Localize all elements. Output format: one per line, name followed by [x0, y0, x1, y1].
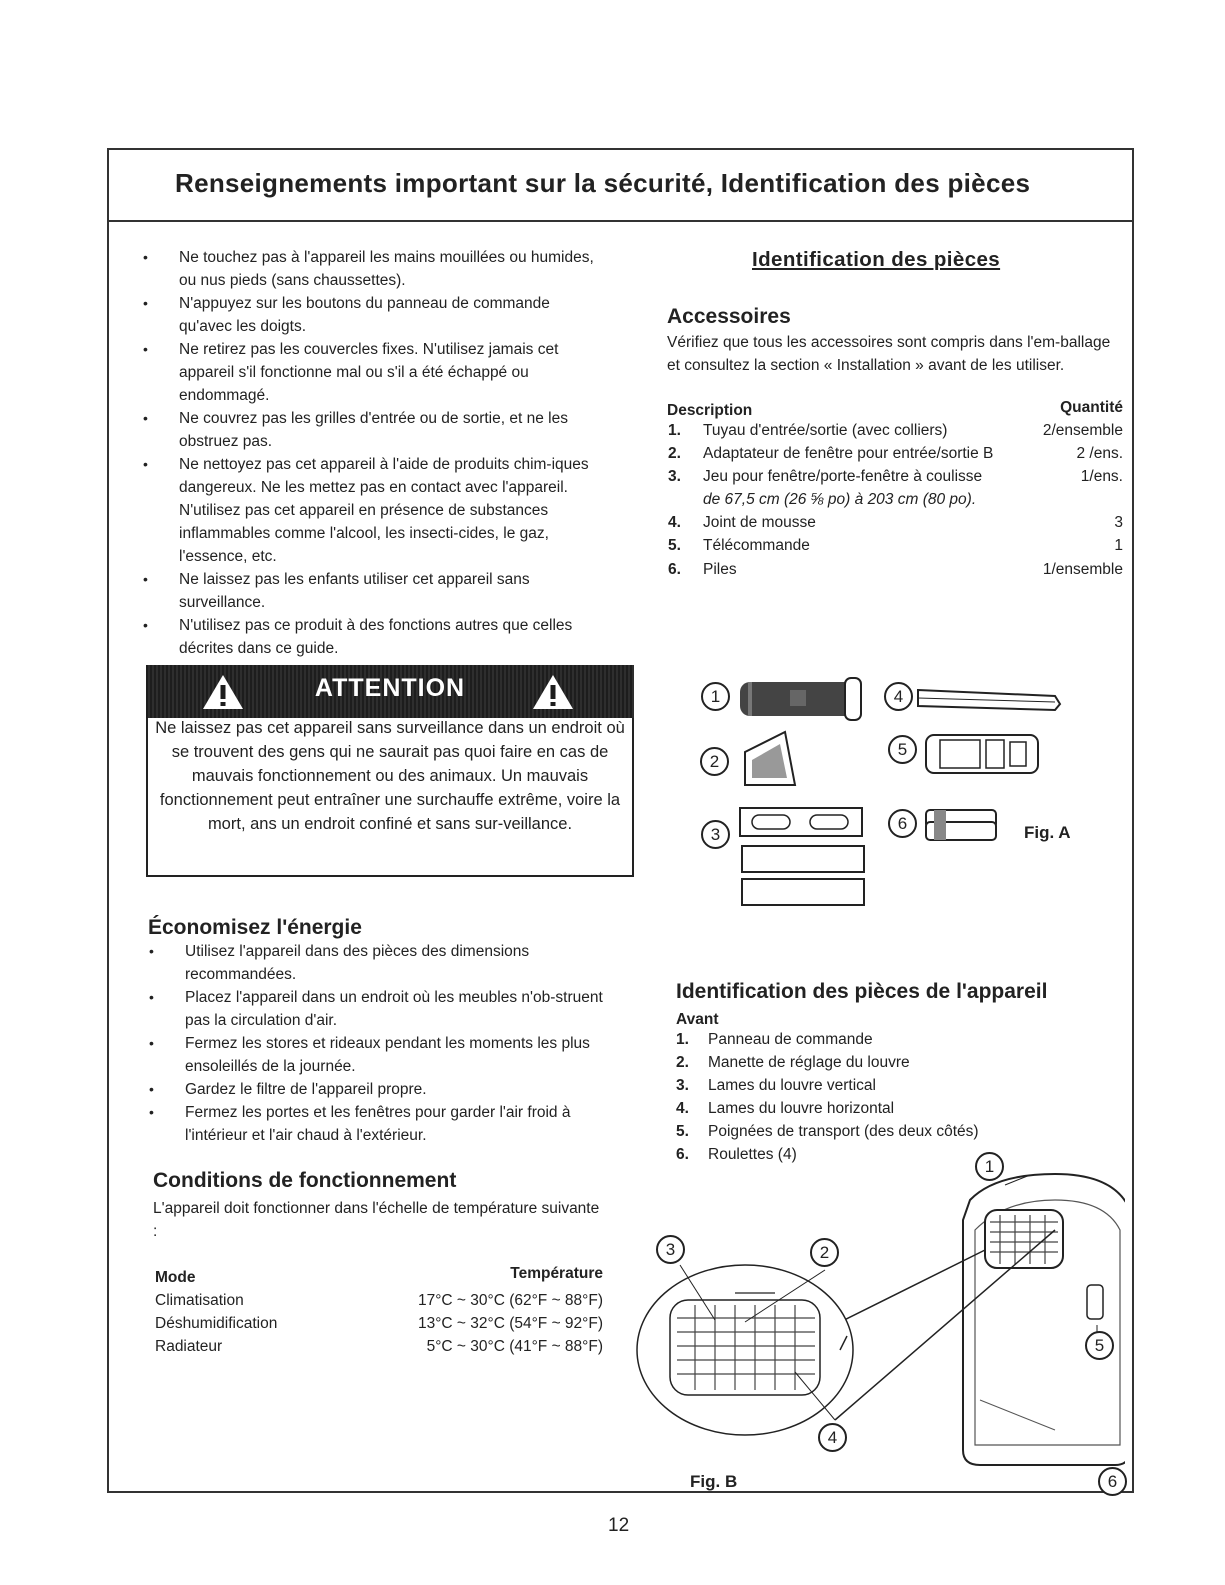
- safety-bullet: • Ne couvrez pas les grilles d'entrée ou de sortie, et ne les obstruez pas.: [143, 407, 598, 453]
- condition-temperature: 17°C ~ 30°C (62°F ~ 88°F): [417, 1292, 603, 1309]
- warning-triangle-icon: [531, 673, 575, 711]
- energy-title: Économisez l'énergie: [148, 916, 362, 939]
- conditions-intro: L'appareil doit fonctionner dans l'échelle de température suivante :: [153, 1200, 600, 1240]
- fig-b-callout-4: 4: [818, 1423, 847, 1452]
- accessory-row: [668, 491, 1123, 514]
- fig-a-callout-6: 6: [888, 809, 917, 838]
- accessory-number: 5.: [668, 537, 681, 554]
- col-mode-header: Mode: [155, 1269, 196, 1286]
- accessory-number: 1.: [668, 422, 681, 439]
- fig-b-callout-6: 6: [1098, 1467, 1127, 1496]
- col-temp-header: Température: [510, 1265, 603, 1282]
- unit-part-number: 3.: [676, 1077, 689, 1094]
- parts-heading: Identification des pièces: [752, 248, 1001, 271]
- fig-a-callout-5: 5: [888, 735, 917, 764]
- unit-part-row: [676, 1123, 1036, 1146]
- unit-part-row: [676, 1077, 1036, 1100]
- safety-bullet: • Ne touchez pas à l'appareil les mains mouillées ou humides, ou nus pieds (sans chaussettes).: [143, 246, 598, 292]
- foam-seal-drawing: [918, 690, 1060, 710]
- batteries-drawing: [926, 810, 996, 840]
- col-description-header: Description: [667, 402, 753, 419]
- accessory-number: 3.: [668, 468, 681, 485]
- safety-bullet: • Ne retirez pas les couvercles fixes. N'utilisez jamais cet appareil s'il fonctionne mal ou s'il a été échappé ou endommagé.: [143, 338, 598, 407]
- accessory-quantity: 1/ensemble: [1042, 561, 1123, 578]
- energy-bullet: • Gardez le filtre de l'appareil propre.: [149, 1078, 609, 1101]
- unit-part-number: 5.: [676, 1123, 689, 1140]
- fig-b-illustration: [635, 1160, 1125, 1480]
- condition-temperature: 5°C ~ 30°C (41°F ~ 88°F): [426, 1338, 603, 1355]
- accessory-description: Piles: [703, 561, 737, 578]
- attention-text: Ne laissez pas cet appareil sans surveillance dans un endroit où se trouvent des gens qui ne saurait pas quoi faire en cas de mauvais fonctionnement ou des animaux. Un mauvais fonctionnement peut entraîner une surchauffe extrême, voire la mort, ans un endroit confiné et sans sur-veillance.: [155, 719, 625, 833]
- accessory-quantity: 1: [1114, 537, 1123, 554]
- fig-a-callout-4: 4: [884, 682, 913, 711]
- page-number: 12: [608, 1515, 630, 1536]
- safety-bullet: • Ne nettoyez pas cet appareil à l'aide de produits chim-iques dangereux. Ne les mettez pas en contact avec l'appareil. N'utilisez pas cet appareil en présence de substances inflammables comme l'alcool, les insecti-cides, le gaz, l'essence, etc.: [143, 453, 598, 568]
- accessory-quantity: 2/ensemble: [1042, 422, 1123, 439]
- unit-part-number: 2.: [676, 1054, 689, 1071]
- col-quantity-header: Quantité: [1060, 399, 1123, 416]
- accessory-row: [668, 537, 1123, 560]
- safety-bullet: • Ne laissez pas les enfants utiliser cet appareil sans surveillance.: [143, 568, 598, 614]
- unit-part-description: Roulettes (4): [708, 1146, 797, 1163]
- unit-part-description: Manette de réglage du louvre: [708, 1054, 910, 1071]
- accessory-number: 4.: [668, 514, 681, 531]
- accessory-quantity: 1/ens.: [1080, 468, 1123, 485]
- condition-mode: Climatisation: [155, 1292, 244, 1309]
- adapter-drawing: [745, 732, 795, 785]
- window-kit-drawing: [740, 808, 864, 905]
- fig-b-callout-5: 5: [1085, 1331, 1114, 1360]
- unit-part-row: [676, 1100, 1036, 1123]
- conditions-title: Conditions de fonctionnement: [153, 1169, 457, 1192]
- remote-drawing: [926, 735, 1038, 773]
- hose-drawing: [740, 678, 861, 720]
- accessory-row: [668, 445, 1123, 468]
- energy-bullet: • Placez l'appareil dans un endroit où les meubles n'ob-struent pas la circulation d'air.: [149, 986, 609, 1032]
- fig-a-callout-2: 2: [700, 747, 729, 776]
- condition-mode: Radiateur: [155, 1338, 223, 1355]
- attention-title: ATTENTION: [314, 674, 466, 702]
- unit-part-number: 1.: [676, 1031, 689, 1048]
- unit-part-description: Lames du louvre vertical: [708, 1077, 876, 1094]
- accessory-row: [668, 422, 1123, 445]
- accessories-intro: Vérifiez que tous les accessoires sont compris dans l'em-ballage et consultez la section « Installation » avant de les utiliser.: [667, 334, 1111, 374]
- accessory-row: [668, 561, 1123, 584]
- safety-list: [143, 246, 598, 660]
- energy-bullet: • Fermez les portes et les fenêtres pour garder l'air froid à l'intérieur et l'air chaud à l'extérieur.: [149, 1101, 609, 1147]
- accessory-number: 2.: [668, 445, 681, 462]
- unit-part-number: 6.: [676, 1146, 689, 1163]
- accessory-description: de 67,5 cm (26 ⅝ po) à 203 cm (80 po).: [703, 491, 977, 508]
- fig-b-callout-3: 3: [656, 1235, 685, 1264]
- condition-mode: Déshumidification: [155, 1315, 278, 1332]
- accessory-quantity: 2 /ens.: [1076, 445, 1123, 462]
- fig-a-label: Fig. A: [1024, 823, 1071, 842]
- unit-parts-list: [676, 1031, 1036, 1169]
- unit-part-number: 4.: [676, 1100, 689, 1117]
- accessory-description: Tuyau d'entrée/sortie (avec colliers): [703, 422, 948, 439]
- attention-header: [146, 665, 634, 718]
- fig-b-callout-1: 1: [975, 1152, 1004, 1181]
- unit-part-description: Poignées de transport (des deux côtés): [708, 1123, 979, 1140]
- condition-temperature: 13°C ~ 32°C (54°F ~ 92°F): [417, 1315, 603, 1332]
- accessory-row: [668, 514, 1123, 537]
- unit-part-description: Panneau de commande: [708, 1031, 873, 1048]
- fig-a-callout-3: 3: [701, 820, 730, 849]
- energy-bullet: • Fermez les stores et rideaux pendant les moments les plus ensoleillés de la journée.: [149, 1032, 609, 1078]
- unit-part-row: [676, 1031, 1036, 1054]
- accessory-quantity: 3: [1114, 514, 1123, 531]
- energy-bullet: • Utilisez l'appareil dans des pièces des dimensions recommandées.: [149, 940, 609, 986]
- unit-part-description: Lames du louvre horizontal: [708, 1100, 895, 1117]
- accessory-description: Adaptateur de fenêtre pour entrée/sortie B: [703, 445, 994, 462]
- accessories-title: Accessoires: [667, 305, 791, 328]
- unit-title: Identification des pièces de l'appareil: [676, 980, 1048, 1003]
- accessory-number: 6.: [668, 561, 681, 578]
- accessory-description: Télécommande: [703, 537, 810, 554]
- fig-b-callout-2: 2: [810, 1238, 839, 1267]
- unit-part-row: [676, 1054, 1036, 1077]
- unit-subtitle: Avant: [676, 1011, 719, 1028]
- safety-bullet: • N'appuyez sur les boutons du panneau de commande qu'avec les doigts.: [143, 292, 598, 338]
- accessory-description: Joint de mousse: [703, 514, 816, 531]
- accessory-row: [668, 468, 1123, 491]
- page-title: Renseignements important sur la sécurité, Identification des pièces: [175, 168, 1031, 198]
- energy-list: [149, 940, 609, 1147]
- accessory-description: Jeu pour fenêtre/porte-fenêtre à coulisse: [703, 468, 983, 485]
- fig-a-callout-1: 1: [701, 682, 730, 711]
- safety-bullet: • N'utilisez pas ce produit à des fonctions autres que celles décrites dans ce guide.: [143, 614, 598, 660]
- fig-b-label: Fig. B: [690, 1472, 738, 1491]
